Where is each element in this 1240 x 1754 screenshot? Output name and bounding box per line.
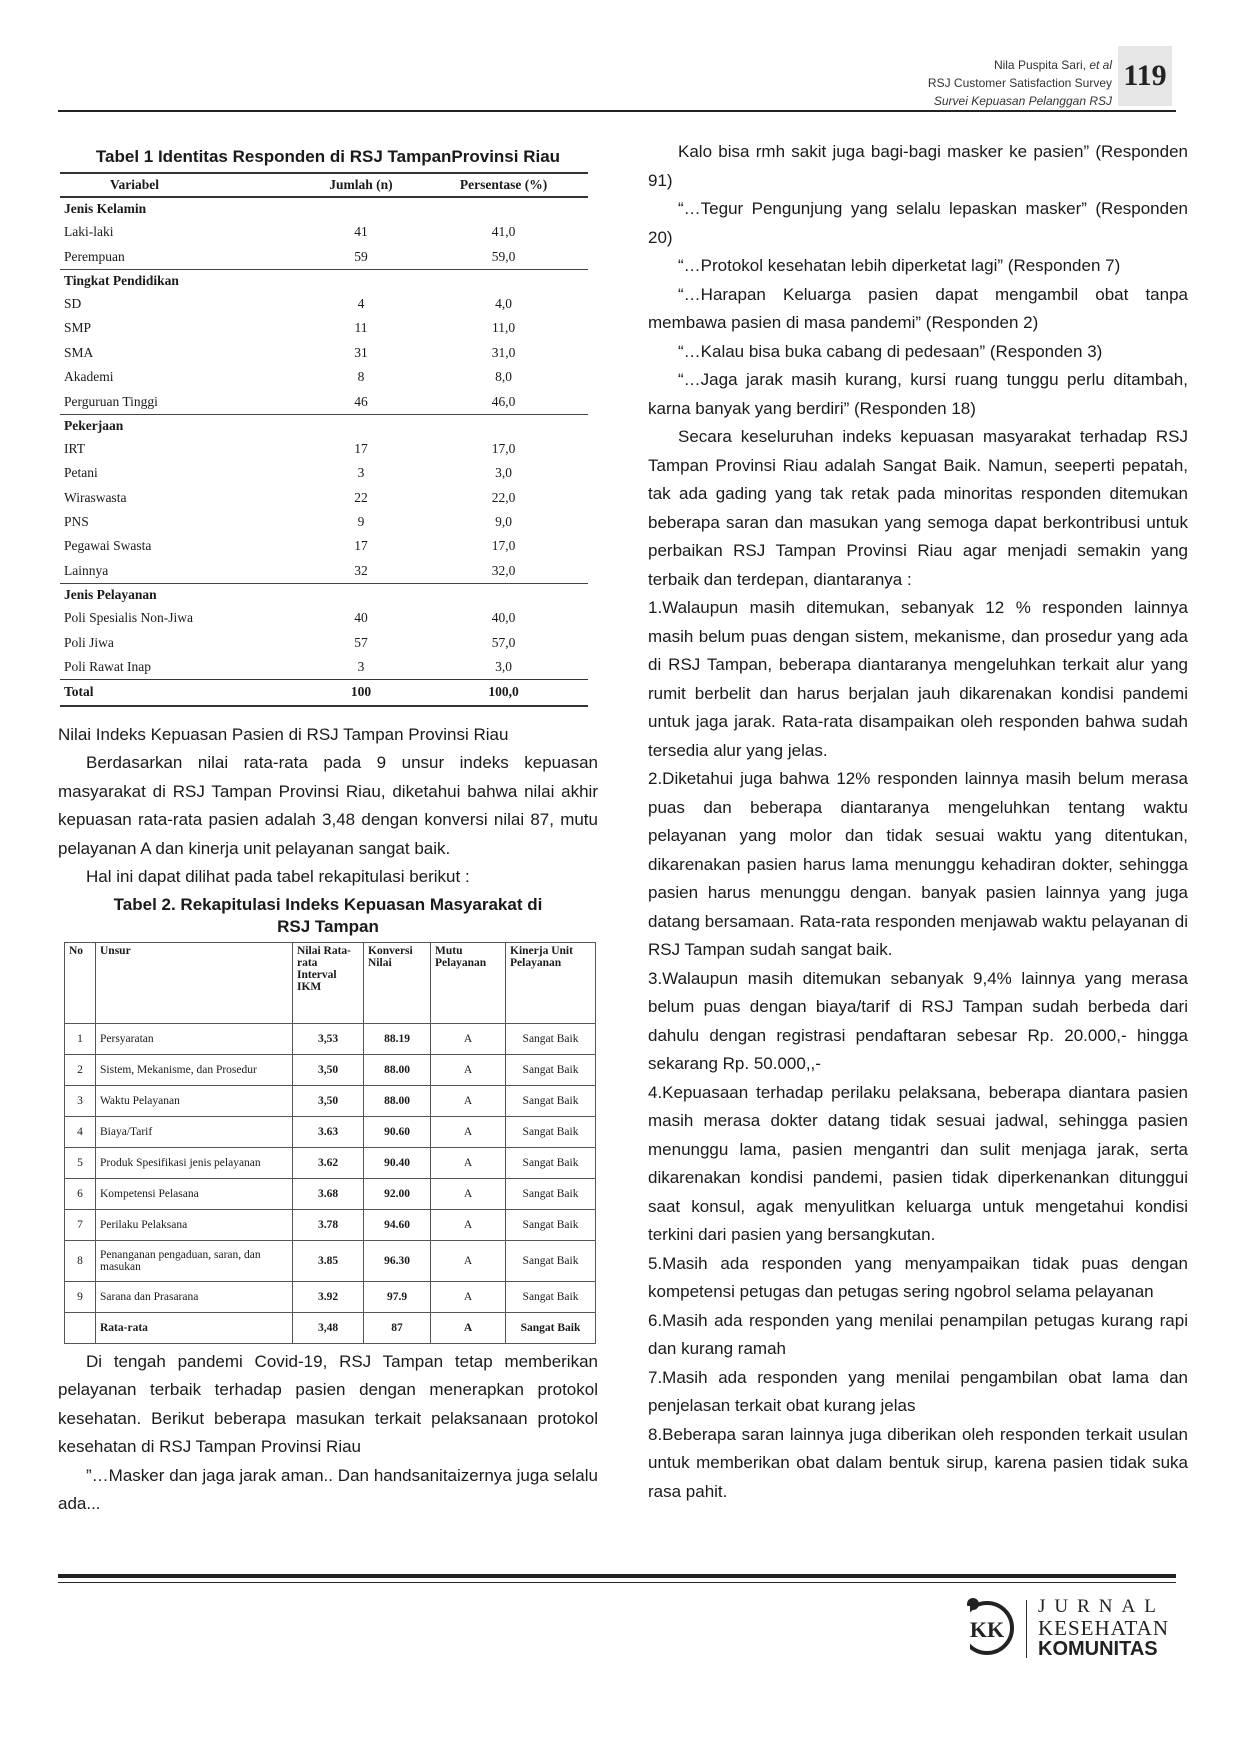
table1-cell: 41,0 (491, 224, 516, 240)
table1-row (60, 316, 588, 340)
table2-cell: Produk Spesifikasi jenis pelayanan (96, 1147, 293, 1178)
table1-total-row (60, 680, 588, 706)
table1-col-variabel: Variabel (60, 173, 303, 197)
table1-cell: 4 (357, 295, 365, 311)
table2-body (65, 1023, 596, 1343)
table2-cell: 92.00 (364, 1178, 431, 1209)
header-title-en: RSJ Customer Satisfaction Survey (927, 76, 1112, 90)
table1-cell: SMA (64, 344, 94, 360)
table1-cell: 41 (354, 224, 368, 240)
table1-cell: Perguruan Tinggi (64, 393, 158, 409)
table2-cell: Sistem, Mekanisme, dan Prosedur (96, 1054, 293, 1085)
table1-cell: Laki-laki (64, 224, 114, 240)
table1-cell: 3 (357, 659, 365, 675)
table1-cell: Pegawai Swasta (64, 538, 152, 554)
table1-body (60, 197, 588, 706)
table2-cell: Sangat Baik (506, 1023, 596, 1054)
table1-row (60, 220, 588, 244)
table2-cell: 97.9 (364, 1281, 431, 1312)
table1-cell: 17,0 (491, 538, 516, 554)
table1-cell: 22,0 (491, 489, 516, 505)
table2-cell: 3.92 (293, 1281, 364, 1312)
table2-cell: 90.60 (364, 1116, 431, 1147)
table1-group-label: Jenis Pelayanan (60, 584, 588, 607)
right-paragraph: “…Kalau bisa buka cabang di pedesaan” (Responden 3) (678, 341, 1103, 361)
table1-row (60, 461, 588, 485)
right-paragraph: “…Tegur Pengunjung yang selalu lepaskan masker” (Responden 20) (648, 199, 1188, 247)
table2-cell: A (431, 1023, 506, 1054)
right-paragraph: 3.Walaupun masih ditemukan sebanyak 9,4% lainnya yang merasa belum puas dengan biaya/tarif di RSJ Tampan sudah berbeda dari dahulu dengan registrasi pendaftaran sebesar Rp. 20.000,- hingga sekarang Rp. 50.000,,- (648, 968, 1188, 1073)
table1-cell: 11 (354, 320, 368, 336)
table1-col-persentase: Persentase (%) (419, 173, 588, 197)
table2-cell: 7 (65, 1209, 96, 1240)
table1-group-row (60, 414, 588, 437)
right-paragraph: 4.Kepuasaan terhadap perilaku pelaksana, beberapa diantara pasien masih merasa dokter datang tidak sesuai jadwal, sehingga pasien menunggu lama, pasien mengantri dan sulit menjaga jarak, serta dikarenakan kondisi pandemi, pasien tidak diperkenankan ditunggui saat konsul, agak menyulitkan keluarga untuk mengetahui kondisi terkini dari pasien yang bersangkutan. (648, 1082, 1188, 1244)
table1-cell: 3,0 (495, 465, 512, 481)
table1-cell: 46 (354, 393, 368, 409)
table1-cell: 17 (354, 538, 368, 554)
table2-cell: A (431, 1147, 506, 1178)
table1-cell: 8 (357, 369, 365, 385)
table2-cell: 3,50 (293, 1054, 364, 1085)
table2-cell: Waktu Pelayanan (96, 1085, 293, 1116)
table2-cell: Sangat Baik (506, 1240, 596, 1281)
right-paragraph: Kalo bisa rmh sakit juga bagi-bagi masker ke pasien” (Responden 91) (648, 142, 1188, 190)
table2-row (65, 1116, 596, 1147)
right-paragraph: 1.Walaupun masih ditemukan, sebanyak 12 % responden lainnya masih belum puas dengan sistem, mekanisme, dan prosedur yang ada di RSJ Tampan, beberapa diantaranya mengeluhkan terkait alur yang rumit berbelit dan harus berjalan jauh dikarenakan kondisi pandemi untuk jaga jarak. Rata-rata disampaikan oleh responden bahwa sudah tersedia alur yang jelas. (648, 598, 1188, 760)
table1-cell: Petani (64, 465, 98, 481)
table2-col-unsur: Unsur (96, 942, 293, 1023)
table2-cell: 94.60 (364, 1209, 431, 1240)
table2-cell: Sangat Baik (506, 1209, 596, 1240)
table1-total-cell: Total (60, 680, 303, 706)
table1-cell: 59,0 (491, 248, 516, 264)
table2-cell: 2 (65, 1054, 96, 1085)
table1-total-cell: 100 (303, 680, 419, 706)
table2-cell: Perilaku Pelaksana (96, 1209, 293, 1240)
table2-cell: Biaya/Tarif (96, 1116, 293, 1147)
right-paragraph: “…Jaga jarak masih kurang, kursi ruang tunggu perlu ditambah, karna banyak yang berdiri” (Responden 18) (648, 370, 1188, 418)
table1-cell: 57 (354, 634, 368, 650)
table2-cell: 5 (65, 1147, 96, 1178)
table1-cell: 59 (354, 248, 368, 264)
table2-cell: 3,53 (293, 1023, 364, 1054)
table1-row (60, 486, 588, 510)
right-column (648, 138, 1188, 1506)
table2-cell: 6 (65, 1178, 96, 1209)
table1-cell: 31 (354, 344, 368, 360)
right-paragraph: 7.Masih ada responden yang menilai pengambilan obat lama dan penjelasan terkait obat kurang jelas (648, 1367, 1188, 1415)
table2-cell: Kompetensi Pelasana (96, 1178, 293, 1209)
table2-cell: A (431, 1178, 506, 1209)
footer-rule-thin (58, 1582, 1176, 1583)
table2-col-konversi: Konversi Nilai (364, 942, 431, 1023)
table2-average-cell: Rata-rata (96, 1312, 293, 1343)
table2-cell: 4 (65, 1116, 96, 1147)
header-authors: Nila Puspita Sari, et al (993, 58, 1112, 72)
table2-cell: 9 (65, 1281, 96, 1312)
table1-cell: 46,0 (491, 393, 516, 409)
logo-word-jurnal: JURNAL (1038, 1596, 1165, 1617)
table1-cell: 17,0 (491, 440, 516, 456)
header-rule (58, 110, 1176, 112)
table1-cell: Poli Jiwa (64, 634, 114, 650)
table2-cell: 88.00 (364, 1085, 431, 1116)
table2-cell: Persyaratan (96, 1023, 293, 1054)
table2-average-cell (65, 1312, 96, 1343)
table2-cell: A (431, 1054, 506, 1085)
table2-cell: 90.40 (364, 1147, 431, 1178)
table2-cell: 3.85 (293, 1240, 364, 1281)
table2-cell: Penanganan pengaduan, saran, dan masukan (96, 1240, 293, 1281)
right-paragraph: “…Protokol kesehatan lebih diperketat lagi” (Responden 7) (678, 256, 1121, 275)
paragraph-pandemi: Di tengah pandemi Covid-19, RSJ Tampan tetap memberikan pelayanan terbaik terhadap pasien dengan menerapkan protokol kesehatan. Berikut beberapa masukan terkait pelaksanaan protokol kesehatan di RSJ Tampan Provinsi Riau (58, 1351, 598, 1457)
table2-cell: Sangat Baik (506, 1178, 596, 1209)
table1-cell: 4,0 (495, 295, 512, 311)
table1-row (60, 606, 588, 630)
table2-caption: Tabel 2. Rekapitulasi Indeks Kepuasan Masyarakat di RSJ Tampan (113, 894, 543, 936)
logo-mark-letters: KK (969, 1617, 1005, 1642)
table1-row (60, 389, 588, 414)
table2-average-cell: A (431, 1312, 506, 1343)
table2-col-no: No (65, 942, 96, 1023)
running-header (692, 56, 1112, 110)
table1-group-row (60, 584, 588, 607)
logo-divider (1026, 1600, 1027, 1658)
table1-cell: IRT (64, 440, 85, 456)
table2-cell: A (431, 1116, 506, 1147)
table1-cell: 3,0 (495, 659, 512, 675)
table1-group-label: Pekerjaan (60, 414, 588, 437)
journal-logo-mark-icon (956, 1594, 1018, 1658)
table1-cell: 8,0 (495, 369, 512, 385)
table2-cell: 8 (65, 1240, 96, 1281)
table1-row (60, 341, 588, 365)
footer-rule-thick (58, 1574, 1176, 1578)
table2-col-nilai: Nilai Rata-rata Interval IKM (293, 942, 364, 1023)
table2-average-cell: 3,48 (293, 1312, 364, 1343)
table2-cell: A (431, 1240, 506, 1281)
table1-row (60, 244, 588, 269)
left-column (58, 140, 598, 1519)
table2-average-row (65, 1312, 596, 1343)
table2-cell: 3.63 (293, 1116, 364, 1147)
table2-cell: 96.30 (364, 1240, 431, 1281)
table1-cell: 32,0 (491, 562, 516, 578)
table1-caption: Tabel 1 Identitas Responden di RSJ TampanProvinsi Riau (95, 147, 561, 166)
table1-cell: Poli Spesialis Non-Jiwa (64, 610, 194, 626)
table2-cell: Sangat Baik (506, 1147, 596, 1178)
table1 (60, 172, 588, 707)
right-paragraph: 2.Diketahui juga bahwa 12% responden lainnya masih belum merasa puas dan beberapa diantaranya mengeluhkan tentang waktu pelayanan yang molor dan tidak sesuai waktu yang ditentukan, dikarenakan pasien harus lama menunggu kehadiran dokter, sehingga pasien harus menunggu dengan. banyak pasien lainnya yang juga datang bersamaan. Rata-rata responden menjawab waktu pelayanan di RSJ Tampan sudah sangat baik. (648, 769, 1188, 959)
right-paragraph: “…Harapan Keluarga pasien dapat mengambil obat tanpa membawa pasien di masa pandemi” (Responden 2) (648, 284, 1188, 332)
paragraph-ikm: Berdasarkan nilai rata-rata pada 9 unsur indeks kepuasan masyarakat di RSJ Tampan Provinsi Riau, diketahui bahwa nilai akhir kepuasan rata-rata pasien adalah 3,48 dengan konversi nilai 87, mutu pelayanan A dan kinerja unit pelayanan sangat baik. (58, 753, 598, 858)
right-paragraph: Secara keseluruhan indeks kepuasan masyarakat terhadap RSJ Tampan Provinsi Riau adalah Sangat Baik. Namun, seeperti pepatah, tak ada gading yang tak retak pada minoritas responden ditemukan beberapa saran dan masukan yang semoga dapat berkontribusi untuk perbaikan RSJ Tampan Provinsi Riau agar menjadi semakin yang terbaik dan terdepan, diantaranya : (648, 427, 1188, 589)
table2-row (65, 1281, 596, 1312)
table1-cell: 17 (354, 440, 368, 456)
table2-col-kinerja: Kinerja Unit Pelayanan (506, 942, 596, 1023)
table2-cell: Sangat Baik (506, 1281, 596, 1312)
table2-col-mutu: Mutu Pelayanan (431, 942, 506, 1023)
table1-cell: PNS (64, 514, 89, 530)
table2-cell: Sarana dan Prasarana (96, 1281, 293, 1312)
table1-cell: 57,0 (491, 634, 516, 650)
table2-cell: 1 (65, 1023, 96, 1054)
table1-cell: 11,0 (491, 320, 516, 336)
table2-average-cell: 87 (364, 1312, 431, 1343)
table2-average-cell: Sangat Baik (506, 1312, 596, 1343)
table1-cell: 32 (354, 562, 368, 578)
table1-cell: 3 (357, 465, 365, 481)
table1-cell: Perempuan (64, 248, 125, 264)
table1-total-cell: 100,0 (419, 680, 588, 706)
table2-row (65, 1240, 596, 1281)
table2-row (65, 1147, 596, 1178)
table1-cell: 31,0 (491, 344, 516, 360)
table1-cell: SMP (64, 320, 92, 336)
table2-cell: 3.78 (293, 1209, 364, 1240)
table1-row (60, 510, 588, 534)
table1-cell: Akademi (64, 369, 114, 385)
table2-row (65, 1085, 596, 1116)
paragraph-rekap-intro: Hal ini dapat dilihat pada tabel rekapitulasi berikut : (86, 867, 470, 887)
table1-cell: Wiraswasta (64, 489, 127, 505)
right-paragraph: 6.Masih ada responden yang menilai penampilan petugas kurang rapi dan kurang ramah (648, 1310, 1188, 1358)
logo-word-kesehatan: KESEHATAN (1038, 1616, 1169, 1640)
table2-cell: A (431, 1085, 506, 1116)
table1-cell: 9,0 (495, 514, 512, 530)
table2-row (65, 1209, 596, 1240)
table2-cell: Sangat Baik (506, 1054, 596, 1085)
table2-cell: A (431, 1281, 506, 1312)
table1-cell: SD (64, 295, 82, 311)
right-paragraph: 8.Beberapa saran lainnya juga diberikan oleh responden terkait usulan untuk memberikan obat dalam bentuk sirup, karena pasien tidak suka rasa pahit. (648, 1424, 1188, 1501)
table2-row (65, 1023, 596, 1054)
table1-cell: 40 (354, 610, 368, 626)
table1-row (60, 559, 588, 584)
table2-row (65, 1054, 596, 1085)
table1-cell: 9 (357, 514, 365, 530)
table2-cell: 3,50 (293, 1085, 364, 1116)
logo-word-komunitas: KOMUNITAS (1038, 1638, 1158, 1660)
table2-cell: 88.00 (364, 1054, 431, 1085)
table2 (64, 942, 596, 1344)
table2-cell: 3.68 (293, 1178, 364, 1209)
right-paragraph: 5.Masih ada responden yang menyampaikan tidak puas dengan kompetensi petugas dan petugas sering ngobrol selama pelayanan (648, 1253, 1188, 1301)
table1-row (60, 630, 588, 654)
table1-cell: Poli Rawat Inap (64, 659, 151, 675)
table2-cell: 3.62 (293, 1147, 364, 1178)
page-number: 119 (1118, 46, 1172, 106)
table1-row (60, 292, 588, 316)
table1-row (60, 534, 588, 558)
table2-cell: A (431, 1209, 506, 1240)
table1-group-row (60, 197, 588, 220)
table1-cell: 22 (354, 489, 368, 505)
table2-row (65, 1178, 596, 1209)
journal-logo (956, 1594, 1186, 1664)
table1-cell: 40,0 (491, 610, 516, 626)
table1-group-row (60, 269, 588, 292)
table1-cell: Lainnya (64, 562, 109, 578)
table2-cell: 88.19 (364, 1023, 431, 1054)
table1-group-label: Tingkat Pendidikan (60, 269, 588, 292)
table2-cell: Sangat Baik (506, 1116, 596, 1147)
table2-cell: Sangat Baik (506, 1085, 596, 1116)
table1-row (60, 655, 588, 680)
table1-row (60, 437, 588, 461)
paragraph-quote-masker: ”…Masker dan jaga jarak aman.. Dan handsanitaizernya juga selalu ada... (58, 1465, 598, 1514)
section-heading: Nilai Indeks Kepuasan Pasien di RSJ Tampan Provinsi Riau (58, 724, 509, 744)
table1-group-label: Jenis Kelamin (60, 197, 588, 220)
table1-col-jumlah: Jumlah (n) (303, 173, 419, 197)
table1-row (60, 365, 588, 389)
header-title-id: Survei Kepuasan Pelanggan RSJ (933, 94, 1112, 108)
table2-cell: 3 (65, 1085, 96, 1116)
